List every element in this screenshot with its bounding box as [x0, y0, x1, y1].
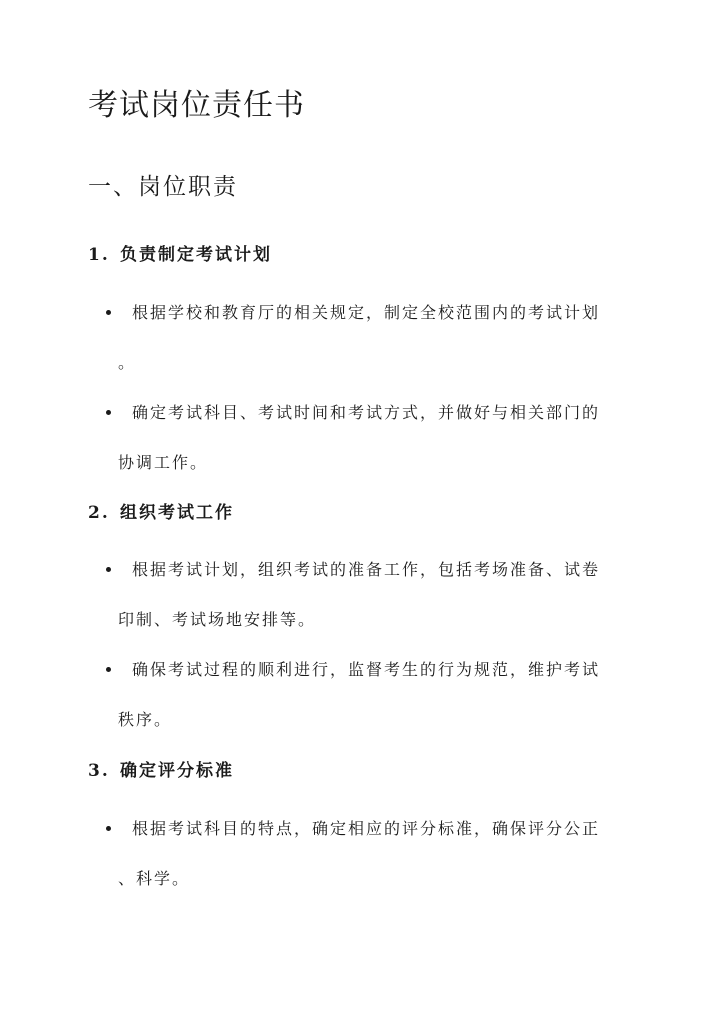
list-item-line: 根据考试计划，组织考试的准备工作，包括考场准备、试卷 [132, 560, 601, 579]
list-item [106, 288, 626, 388]
list-item [106, 804, 626, 904]
list-item-line: 秩序。 [118, 710, 173, 729]
list-item-line: 确定考试科目、考试时间和考试方式，并做好与相关部门的 [132, 403, 601, 422]
list-item [106, 388, 626, 488]
list-item-line: 根据学校和教育厅的相关规定，制定全校范围内的考试计划 [132, 303, 601, 322]
list-item-line: 。 [118, 353, 137, 372]
section-title: 一、岗位职责 [88, 174, 238, 200]
subsection-number: 1. [88, 245, 110, 265]
list-item-text [118, 288, 626, 388]
list-item-line: 协调工作。 [118, 453, 209, 472]
bullet-icon [106, 667, 111, 672]
bullet-icon [106, 567, 111, 572]
list-item [106, 545, 626, 645]
list-item-line: 印制、考试场地安排等。 [118, 610, 317, 629]
list-item-text [118, 804, 626, 904]
subsection-heading [88, 500, 234, 526]
list-item-text [118, 388, 626, 488]
list-item-line: 根据考试科目的特点，确定相应的评分标准，确保评分公正 [132, 819, 601, 838]
subsection-title: 组织考试工作 [120, 503, 234, 523]
subsection-heading [88, 242, 272, 268]
list-item [106, 645, 626, 745]
subsection-number: 2. [88, 503, 110, 523]
document-title: 考试岗位责任书 [88, 88, 305, 123]
subsection-title: 确定评分标准 [120, 761, 234, 781]
list-item-text [118, 645, 626, 745]
bullet-icon [106, 826, 111, 831]
subsection-title: 负责制定考试计划 [120, 245, 272, 265]
list-item-line: 、科学。 [118, 869, 191, 888]
bullet-icon [106, 410, 111, 415]
bullet-icon [106, 310, 111, 315]
list-item-text [118, 545, 626, 645]
list-item-line: 确保考试过程的顺利进行，监督考生的行为规范，维护考试 [132, 660, 601, 679]
subsection-number: 3. [88, 761, 110, 781]
subsection-heading [88, 758, 234, 784]
